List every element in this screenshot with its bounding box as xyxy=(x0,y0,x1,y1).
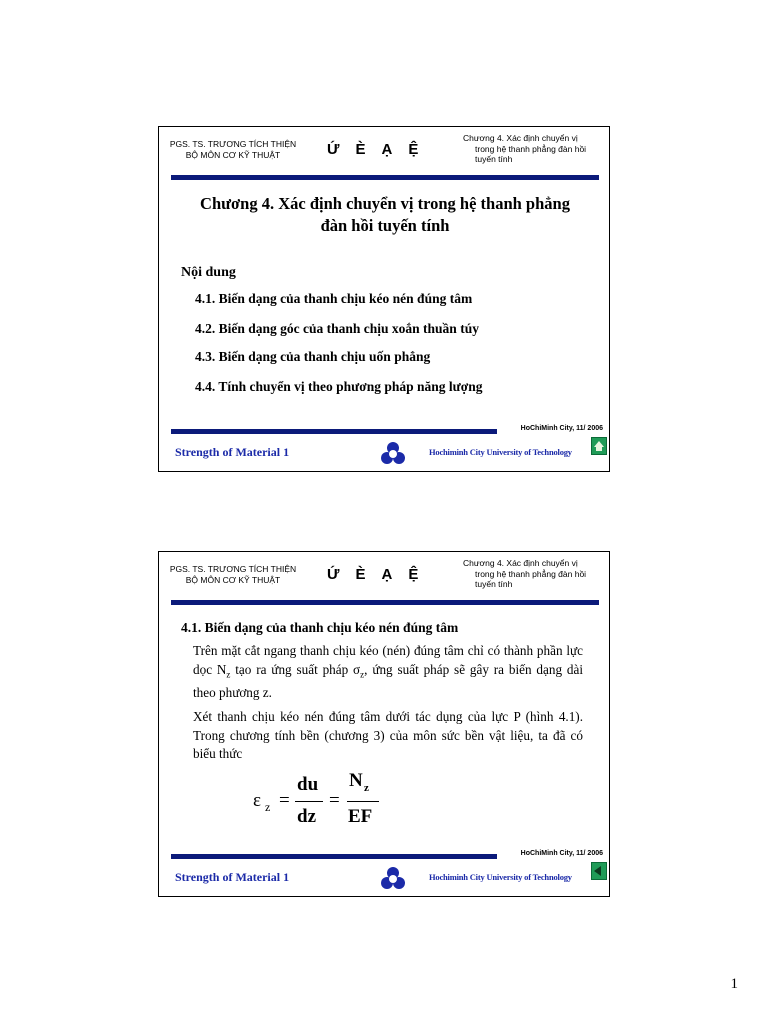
paragraph-1-part: Trên mặt cắt ngang thanh chịu kéo (nén) đúng tâm chỉ có thành phần lực dọc N xyxy=(193,643,583,677)
slide-1 xyxy=(158,126,610,472)
subscript: z xyxy=(360,669,365,680)
formula-epsilon: ε xyxy=(253,790,261,811)
formula-num1: du xyxy=(297,774,319,795)
formula-equals: = xyxy=(329,790,340,811)
header-symbol: Ệ xyxy=(408,566,419,583)
footer-university: Hochiminh City University of Technology xyxy=(429,872,572,882)
header-symbol: Ạ xyxy=(381,566,393,583)
header-symbol: Ứ xyxy=(327,141,340,158)
fraction-bar xyxy=(295,801,323,802)
formula-den1: dz xyxy=(297,806,316,827)
paragraph-1-part: , ứng suất pháp sẽ gây ra biến dạng dài theo phương z. xyxy=(193,661,583,700)
header-symbol: Ứ xyxy=(327,566,340,583)
section-heading: 4.1. Biến dạng của thanh chịu kéo nén đúng tâm xyxy=(181,620,459,635)
header-symbols xyxy=(327,566,418,583)
header-chapter-line2: trong hệ thanh phẳng đàn hồi xyxy=(475,143,587,154)
header-department: BỘ MÔN CƠ KỸ THUẬT xyxy=(185,575,281,585)
university-logo-icon xyxy=(379,439,407,467)
header-chapter xyxy=(463,133,601,165)
header-chapter-line2: trong hệ thanh phẳng đàn hồi xyxy=(475,568,587,579)
contents-item: 4.4. Tính chuyển vị theo phương pháp năng lượng xyxy=(195,379,483,394)
contents-item: 4.1. Biến dạng của thanh chịu kéo nén đúng tâm xyxy=(195,291,473,306)
header-chapter-line1: Chương 4. Xác định chuyển vị xyxy=(463,133,578,143)
next-slide-button[interactable] xyxy=(591,437,607,455)
prev-slide-button[interactable] xyxy=(591,862,607,880)
subscript: z xyxy=(226,669,231,680)
formula-den2: EF xyxy=(348,806,373,827)
paragraph-1-part: tạo ra ứng suất pháp σ xyxy=(230,661,361,677)
header-chapter-line3: tuyến tính xyxy=(475,154,513,164)
footer-course: Strength of Material 1 xyxy=(175,445,290,459)
header-chapter-line3: tuyến tính xyxy=(475,579,513,589)
formula-epsilon-sub: z xyxy=(265,800,271,814)
footer-university: Hochiminh City University of Technology xyxy=(429,447,572,457)
footer-date: HoChiMinh City, 11/ 2006 xyxy=(520,850,603,857)
header-chapter-line1: Chương 4. Xác định chuyển vị xyxy=(463,558,578,568)
header-author-block xyxy=(169,564,297,586)
formula-num2: N xyxy=(349,770,363,791)
contents-item: 4.2. Biến dạng góc của thanh chịu xoắn thuần túy xyxy=(195,321,479,336)
slide-2 xyxy=(158,551,610,897)
footer-date: HoChiMinh City, 11/ 2006 xyxy=(520,425,603,432)
contents-item: 4.3. Biến dạng của thanh chịu uốn phẳng xyxy=(195,349,431,364)
arrow-left-icon xyxy=(592,863,606,879)
formula-equals: = xyxy=(279,790,290,811)
header-author-block xyxy=(169,139,297,161)
header-symbol: Ệ xyxy=(408,141,419,158)
footer-rule xyxy=(171,854,497,859)
paragraph-1 xyxy=(193,642,583,702)
arrow-up-icon xyxy=(592,438,606,454)
slide-title-line1: Chương 4. Xác định chuyển vị trong hệ thanh phẳng xyxy=(200,194,570,213)
header-author: PGS. TS. TRƯƠNG TÍCH THIỆN xyxy=(169,564,297,574)
fraction-bar xyxy=(347,801,379,802)
header-symbols xyxy=(327,141,418,158)
contents-heading: Nội dung xyxy=(181,265,236,280)
header-rule xyxy=(171,175,599,180)
slide-title-line2: đàn hồi tuyến tính xyxy=(320,216,450,235)
paragraph-2: Xét thanh chịu kéo nén đúng tâm dưới tác dụng của lực P (hình 4.1). Trong chương tính bền (chương 3) của môn sức bền vật liệu, ta đã có biểu thức xyxy=(193,709,583,761)
header-chapter xyxy=(463,558,601,590)
header-symbol: Ạ xyxy=(381,141,393,158)
university-logo-icon xyxy=(379,864,407,892)
header-rule xyxy=(171,600,599,605)
footer-rule xyxy=(171,429,497,434)
strain-formula xyxy=(253,770,413,834)
slide-title xyxy=(173,193,597,237)
header-symbol: È xyxy=(355,566,366,583)
header-department: BỘ MÔN CƠ KỸ THUẬT xyxy=(185,150,281,160)
header-symbol: È xyxy=(355,141,366,158)
formula-num2-sub: z xyxy=(364,782,369,794)
page-number: 1 xyxy=(730,976,738,992)
footer-course: Strength of Material 1 xyxy=(175,870,290,884)
header-author: PGS. TS. TRƯƠNG TÍCH THIỆN xyxy=(169,139,297,149)
